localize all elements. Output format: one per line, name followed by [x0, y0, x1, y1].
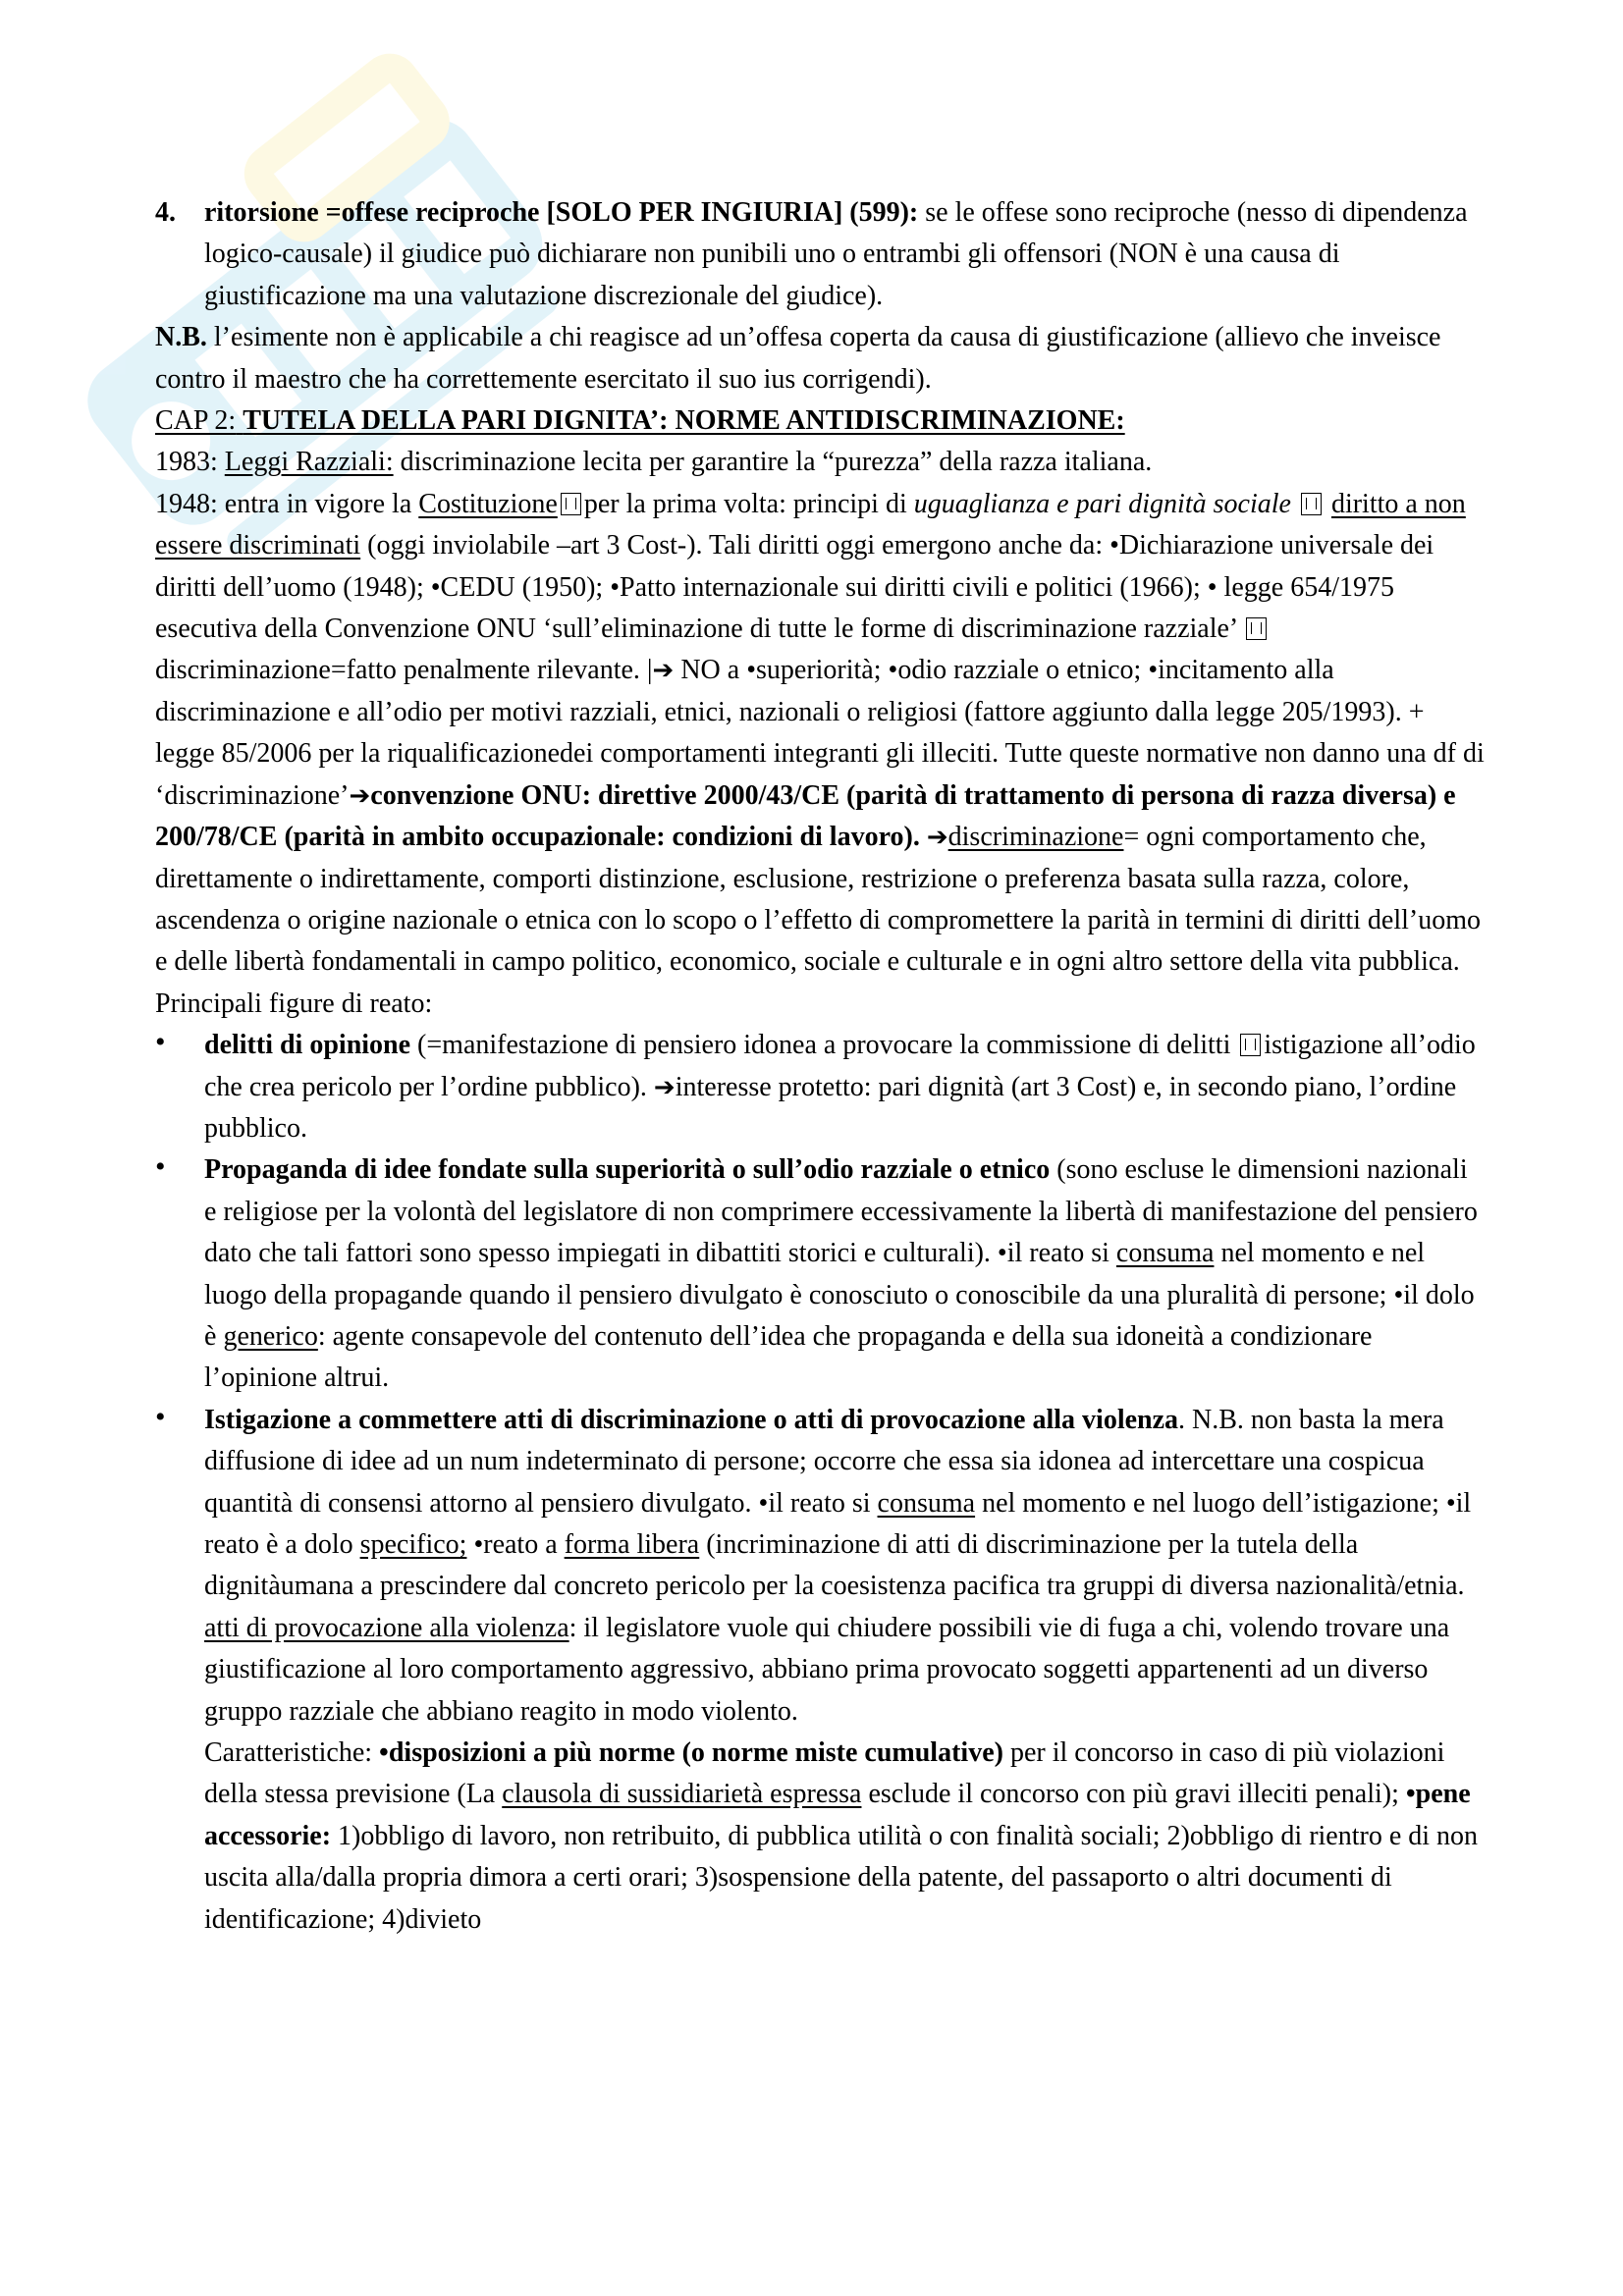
chapter-prefix: CAP 2: [155, 405, 237, 437]
consuma-term: consuma [877, 1487, 976, 1519]
bullet2-text-c: : agente consapevole del contenuto dell’idea che propaganda e della sua idoneità a condizionare l’opinione altrui. [204, 1320, 1373, 1394]
right-arrow-icon: ➔ [349, 780, 371, 811]
text-1948-b: per la prima volta: principi di [583, 488, 907, 519]
bullet3-text-d: (incriminazione di atti di discriminazione per la tutela della dignitàumana a prescindere dal concreto pericolo per la coesistenza pacifica tra gruppi di diversa nazionalità/etnia. [204, 1529, 1465, 1602]
unknown-glyph-box-icon [1301, 493, 1322, 515]
bullet1-text-a: (=manifestazione di pensiero idonea a provocare la commissione di delitti [417, 1030, 1231, 1061]
document-body [155, 192, 1485, 1941]
item-4-heading: ritorsione =offese reciproche [204, 197, 540, 228]
figures-heading: Principali figure di reato: [155, 988, 433, 1019]
bullet3-text-g: esclude il concorso con più gravi illeciti penali); [868, 1779, 1399, 1810]
text-1948-d: discriminazione=fatto penalmente rilevante. | [155, 655, 653, 686]
convenzione-onu-bold: convenzione ONU: direttive 2000/43/CE (parità di trattamento di persona di razza diversa) e 200/78/CE (parità in ambito occupazionale: condizioni di lavoro). [155, 779, 1456, 853]
paragraph-1983 [155, 442, 1485, 483]
bullet3-text-e: : il legislatore vuole qui chiudere possibili vie di fuga a chi, volendo trovare una giustificazione al loro comportamento aggressivo, abbiano prima provocato soggetti appartenenti ad un diverso gruppo razziale che abbiano reagito in modo violento. [204, 1612, 1450, 1727]
item-4-article: (599): [849, 197, 919, 228]
bullet-icon: • [155, 1026, 166, 1059]
unknown-glyph-box-icon [1246, 617, 1267, 640]
bullet2-text-b: nel momento e nel luogo della propagande quando il pensiero divulgato è conosciuto o conoscibile da una pluralità di persone; •il dolo è [204, 1238, 1475, 1352]
text-1948-a: 1948: entra in vigore la [155, 488, 412, 519]
chapter-title: TUTELA DELLA PARI DIGNITA’: NORME ANTIDISCRIMINAZIONE: [243, 405, 1125, 437]
bullet3-text-a: . N.B. non basta la mera diffusione di idee ad un num indeterminato di persone; occorre che essa sia idonea ad intercettare una cospicua quantità di consensi attorno al pensiero divulgato. •il reato si [204, 1404, 1444, 1519]
bullet3-text-b: nel momento e nel luogo dell’istigazione; •il reato è a dolo [204, 1487, 1472, 1560]
generico-term: generico [223, 1320, 318, 1352]
specifico-term: specifico; [359, 1529, 467, 1560]
bullet-icon: • [155, 1150, 166, 1184]
diritto-term: diritto a non essere discriminati [155, 488, 1466, 561]
consuma-term: consuma [1115, 1238, 1215, 1269]
bullet1-text-b: istigazione all’odio che crea pericolo per l’ordine pubblico). [204, 1030, 1476, 1102]
uguaglianza-italic: uguaglianza e pari dignità sociale [913, 488, 1291, 519]
text-1948-c: (oggi inviolabile –art 3 Cost-). Tali diritti oggi emergono anche da: •Dichiarazione universale dei diritti dell’uomo (1948); •CEDU (1950); •Patto internazionale sui diritti civili e politici (1966); • legge 654/1975 esecutiva della Convenzione ONU ‘sull’eliminazione di tutte le forme di discriminazione razziale’ [155, 530, 1434, 645]
chapter-heading [155, 400, 1485, 442]
clausola-term: clausola di sussidiarietà espressa [502, 1779, 862, 1810]
list-item [155, 1149, 1485, 1399]
nb-text: l’esimente non è applicabile a chi reagisce ad un’offesa coperta da causa di giustificazione (allievo che inveisce contro il maestro che ha correttemente esercitato il suo ius corrigendi). [155, 322, 1441, 395]
atti-provocazione-term: atti di provocazione alla violenza [204, 1612, 569, 1643]
bullet2-text-a: (sono escluse le dimensioni nazionali e religiose per la volontà del legislatore di non comprimere eccessivamente la libertà di manifestazione del pensiero dato che tali fattori sono spesso impiegati in dibattiti storici e culturali). •il reato si [204, 1154, 1478, 1269]
right-arrow-icon: ➔ [652, 656, 675, 686]
unknown-glyph-box-icon [561, 493, 581, 515]
text-1983: discriminazione lecita per garantire la “purezza” della razza italiana. [400, 447, 1153, 478]
item-4-ritorsione [155, 192, 1485, 317]
item-4-bracket: [SOLO PER INGIURIA] [546, 197, 843, 228]
leggi-razziali-term: Leggi Razziali: [224, 447, 394, 478]
propaganda-bold: Propaganda di idee fondate sulla superiorità o sull’odio razziale o etnico [204, 1154, 1051, 1186]
bullet3-text-c: •reato a [473, 1529, 558, 1560]
list-item [155, 1025, 1485, 1149]
istigazione-bold: Istigazione a commettere atti di discriminazione o atti di provocazione alla violenza [204, 1404, 1179, 1435]
bullet1-text-c: interesse protetto: pari dignità (art 3 Cost) e, in secondo piano, l’ordine pubblico. [204, 1071, 1457, 1144]
costituzione-term: Costituzione [418, 488, 558, 519]
nb-label: N.B. [155, 322, 207, 353]
forma-libera-term: forma libera [564, 1529, 700, 1560]
text-1948-e: NO a •superiorità; •odio razziale o etnico; •incitamento alla discriminazione e all’odio per motivi razziali, etnici, nazionali o religiosi (fattore aggiunto dalla legge 205/1993). + legge 85/2006 per la riqualificazionedei comportamenti integranti gli illeciti. Tutte queste normative non danno una df di ‘discriminazione’ [155, 655, 1485, 811]
delitti-opinione-bold: delitti di opinione [204, 1030, 411, 1061]
caratteristiche-label: Caratteristiche: [204, 1737, 373, 1769]
bullet3-text-f: per il concorso in caso di più violazioni della stessa previsione (La [204, 1737, 1445, 1810]
nb-paragraph [155, 317, 1485, 400]
bullet3-text-h: 1)obbligo di lavoro, non retribuito, di pubblica utilità o con finalità sociali; 2)obbligo di rientro e di non uscita alla/dalla propria dimora a certi orari; 3)sospensione della patente, del passaporto o altri documenti di identificazione; 4)divieto [204, 1820, 1479, 1935]
item-4-text: se le offese sono reciproche (nesso di dipendenza logico-causale) il giudice può dichiarare non punibili uno o entrambi gli offensori (NON è una causa di giustificazione ma una valutazione discrezionale del giudice). [204, 197, 1468, 311]
bullet-icon: • [155, 1400, 166, 1433]
paragraph-1948 [155, 484, 1485, 984]
pene-accessorie-bold: •pene accessorie: [204, 1779, 1471, 1851]
discriminazione-term: discriminazione [947, 822, 1124, 853]
unknown-glyph-box-icon [1240, 1034, 1261, 1056]
discriminazione-definition: = ogni comportamento che, direttamente o indirettamente, comporti distinzione, esclusione, restrizione o preferenza basata sulla razza, colore, ascendenza o origine nazionale o etnica con lo scopo o l’effetto di compromettere la parità in termini di diritti dell’uomo e delle libertà fondamentali in campo politico, economico, sociale e culturale e in ogni altro settore della vita pubblica. [155, 822, 1482, 978]
year-1983: 1983: [155, 447, 218, 478]
item-number: 4. [155, 197, 176, 228]
right-arrow-icon: ➔ [653, 1072, 676, 1102]
disposizioni-bold: •disposizioni a più norme (o norme miste cumulative) [379, 1737, 1003, 1769]
list-item [155, 1400, 1485, 1941]
right-arrow-icon: ➔ [926, 823, 948, 853]
